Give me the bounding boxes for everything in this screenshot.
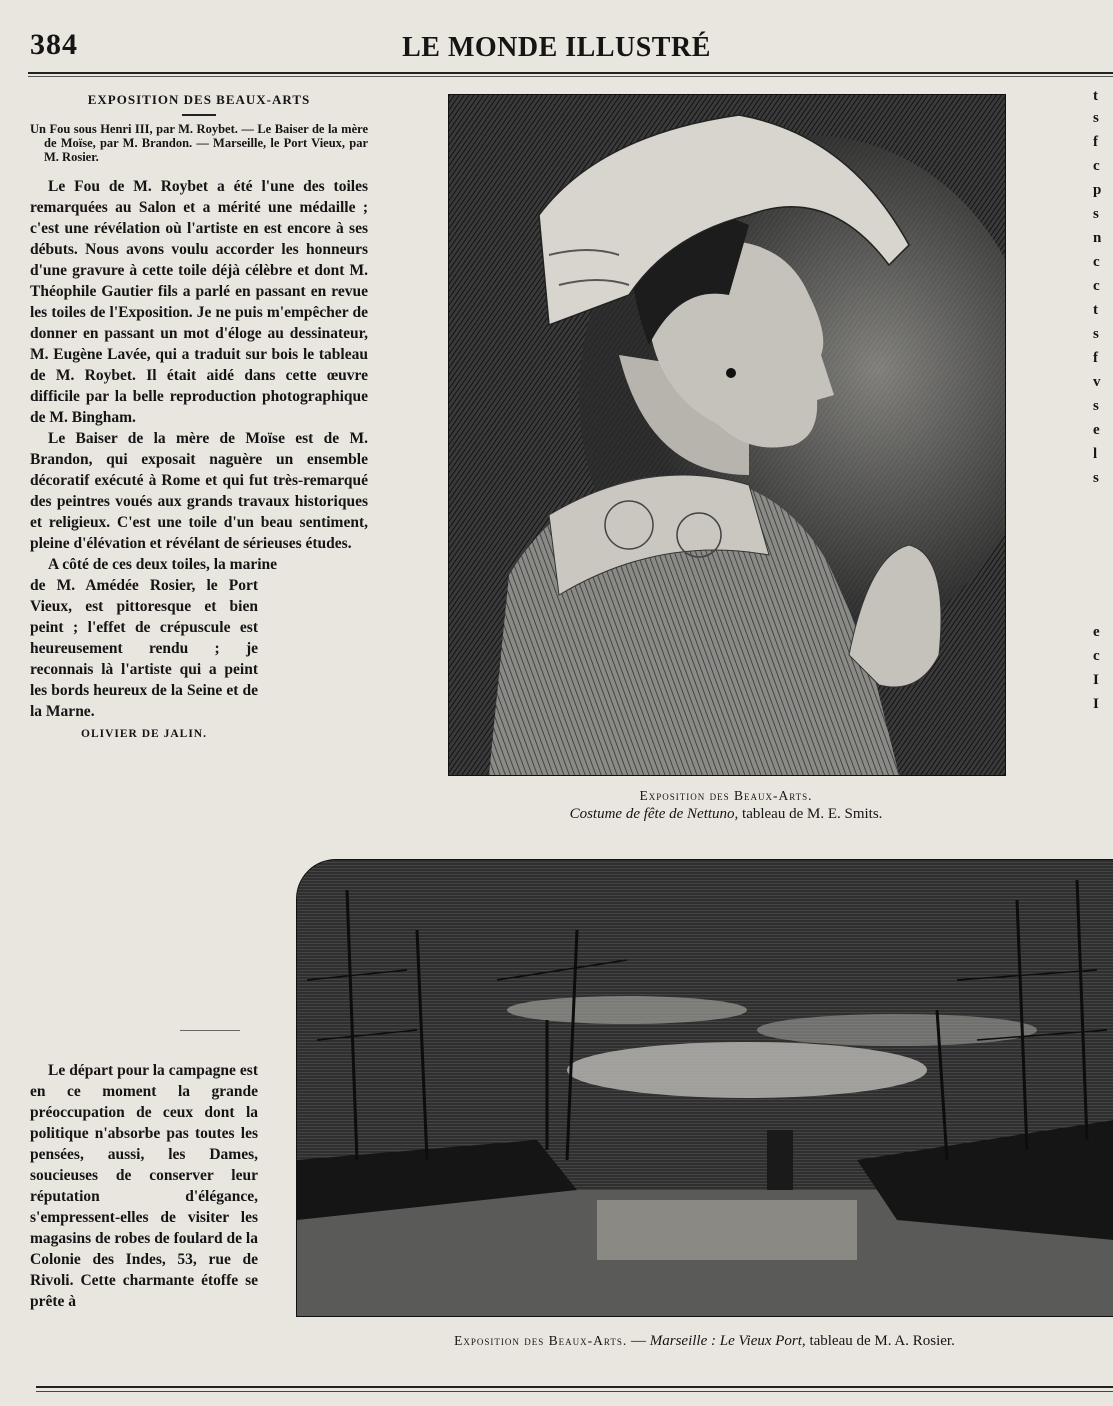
right-column-letter: e xyxy=(1093,624,1100,640)
right-column-letter: s xyxy=(1093,206,1099,222)
paragraph-roybet: Le Fou de M. Roybet a été l'une des toiles remarquées au Salon et a mérité une médaille ; c'est une révélation où l'artiste en est encore à ses débuts. Nous avons voulu accorder les honneurs d'une gravure à cette toile déjà célèbre et dont M. Théophile Gautier fils a parlé en passant en revue les toiles de l'Exposition. Je ne puis m'empêcher de donner en passant un mot d'éloge au dessinateur, M. Eugène Lavée, qui a traduit sur bois le tableau de M. Roybet. Il était aidé dans cette œuvre difficile par la belle reproduction photographique de M. Bingham. xyxy=(30,178,368,426)
right-column-letter: v xyxy=(1093,374,1101,390)
article-signature: OLIVIER DE JALIN. xyxy=(81,728,207,740)
right-column-letter: p xyxy=(1093,182,1102,198)
right-column-letter: t xyxy=(1093,302,1098,318)
portrait-illustration xyxy=(449,95,1005,775)
portrait-caption-work: Costume de fête de Nettuno, xyxy=(569,806,739,822)
right-column-letter: s xyxy=(1093,470,1099,486)
right-column-letter: l xyxy=(1093,446,1098,462)
paragraph-brandon: Le Baiser de la mère de Moïse est de M. Brandon, qui exposait naguère un ensemble décoratif exécuté à Rome et qui fut très-remarqué des peintres voués aux grands travaux historiques et religieux. C'est une toile d'un beau sentiment, pleine d'élévation et révélant de sérieuses études. xyxy=(30,430,368,552)
right-column-letter: c xyxy=(1093,158,1100,174)
right-column-letter: I xyxy=(1093,696,1099,712)
portrait-caption-artist: tableau de M. E. Smits. xyxy=(738,806,883,822)
paragraph-colonie-des-indes: Le départ pour la campagne est en ce moment la grande préoccupation de ceux dont la politique n'absorbe pas toutes les pensées, aussi, les Dames, soucieuses de conserver leur réputation d'élégance, s'empressent-elles de visiter les magasins de robes de foulard de la Colonie des Indes, 53, rue de Rivoli. Cette charmante étoffe se prête à xyxy=(30,1062,258,1310)
footer-rule xyxy=(36,1386,1113,1388)
header-rule-thin xyxy=(28,76,1113,77)
right-column-letter: s xyxy=(1093,110,1099,126)
portrait-caption-line xyxy=(448,805,1004,824)
right-column-letter: c xyxy=(1093,254,1100,270)
harbor-caption-title: Exposition des Beaux-Arts. xyxy=(454,1333,628,1348)
harbor-caption-work: Marseille : Le Vieux Port, xyxy=(649,1333,806,1349)
right-column-letter: e xyxy=(1093,422,1100,438)
right-column-letter: I xyxy=(1093,672,1099,688)
paragraph-rosier: de M. Amédée Rosier, le Port Vieux, est pittoresque et bien peint ; l'effet de crépuscule est heureusement rendu ; je reconnais là l'artiste qui a peint les bords heureux de la Seine et de la Marne. xyxy=(30,577,258,720)
right-column-letter: f xyxy=(1093,350,1098,366)
journal-title: LE MONDE ILLUSTRÉ xyxy=(402,32,711,63)
right-column-letter: n xyxy=(1093,230,1102,246)
portrait-engraving xyxy=(448,94,1006,776)
page-number: 384 xyxy=(30,28,78,61)
footer-rule-thin xyxy=(36,1391,1113,1392)
portrait-caption-title: Exposition des Beaux-Arts. xyxy=(639,788,813,803)
section-title: EXPOSITION DES BEAUX-ARTS xyxy=(87,92,311,107)
portrait-caption xyxy=(448,786,1004,824)
header-rule xyxy=(28,72,1113,74)
harbor-engraving xyxy=(296,859,1113,1317)
article-summary: Un Fou sous Henri III, par M. Roybet. — Le Baiser de la mère de Moïse, par M. Brandon. — Marseille, le Port Vieux, par M. Rosier. xyxy=(30,122,368,164)
title-rule xyxy=(182,114,216,116)
right-column-letter: t xyxy=(1093,88,1098,104)
section-separator xyxy=(180,1030,240,1031)
right-column-letter: s xyxy=(1093,326,1099,342)
harbor-illustration xyxy=(297,860,1113,1316)
harbor-caption xyxy=(296,1332,1113,1350)
right-column-letter: c xyxy=(1093,648,1100,664)
right-column-letter: s xyxy=(1093,398,1099,414)
article-column xyxy=(30,92,368,740)
harbor-caption-dash: — xyxy=(627,1333,650,1349)
paragraph-rosier-intro: A côté de ces deux toiles, la marine xyxy=(48,556,278,573)
right-column-letter: f xyxy=(1093,134,1098,150)
second-article-column xyxy=(30,1060,258,1312)
right-column-letter: c xyxy=(1093,278,1100,294)
harbor-caption-artist: tableau de M. A. Rosier. xyxy=(805,1333,955,1349)
